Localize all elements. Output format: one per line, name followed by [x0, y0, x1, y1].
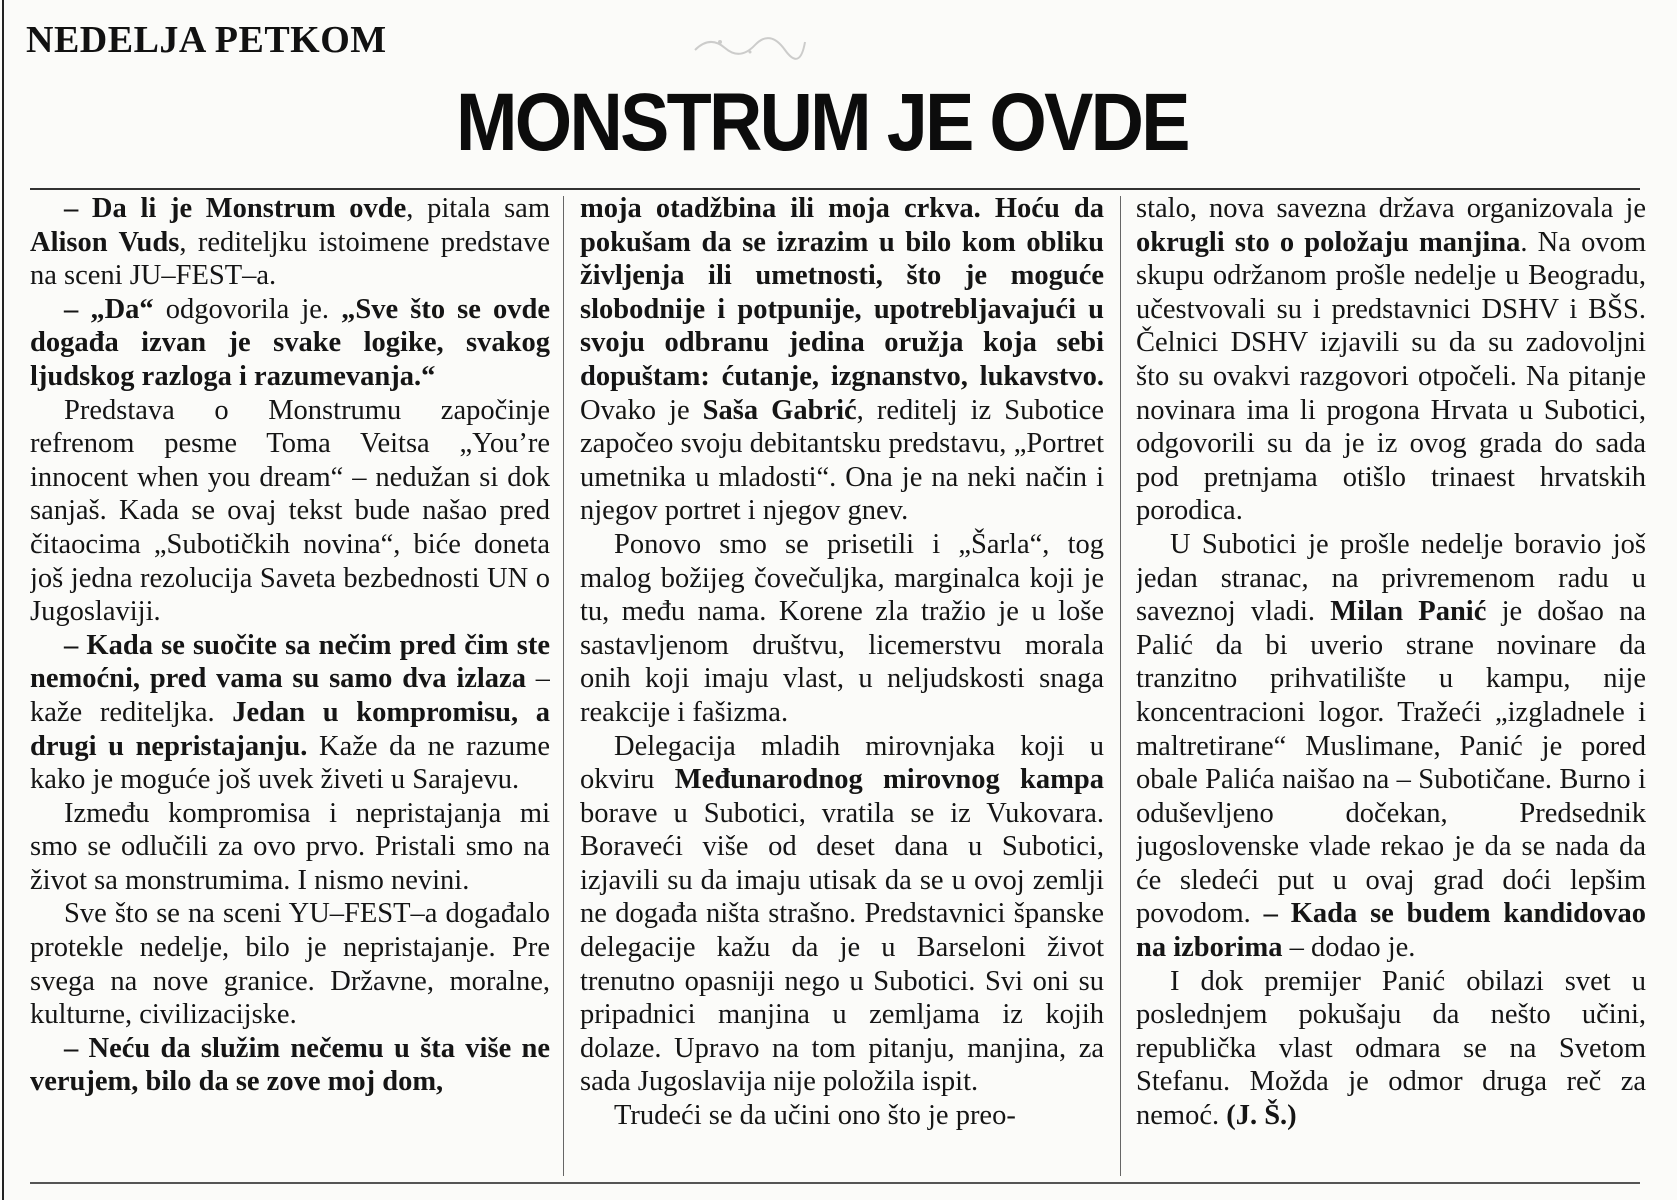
bold-text-run: Međunarodnog mirovnog kampa	[674, 764, 1104, 796]
bold-text-run: – Da li je Monstrum ovde	[64, 193, 407, 224]
text-run: Delegacija mladih mirovnjaka koji u okviru	[580, 730, 1104, 796]
article-paragraph	[580, 1099, 1104, 1133]
text-run: , reditelj iz Subotice započeo svoju debitantsku predstavu, „Portret umetnika u mladosti“. Ona je na neki način i njegov portret i njegov gnev.	[580, 394, 1104, 527]
text-run: Predstava o Monstrumu započinje refrenom pesme Toma Veitsa „You’re innocent when you dream“ – nedužan si dok sanjaš. Kada se ovaj tekst bude našao pred čitaocima „Subotičkih novina“, biće doneta još jedna rezolucija Saveta bezbednosti UN o Jugoslaviji.	[30, 394, 550, 628]
text-run: Kaže da ne razume kako je moguće još uvek živeti u Sarajevu.	[30, 730, 550, 796]
text-run: – kaže rediteljka.	[30, 663, 550, 728]
bold-text-run: – Kada se budem kandidovao na izborima	[1136, 898, 1646, 964]
text-run: Ponovo smo se prisetili i „Šarla“, tog malog božijeg čovečuljka, marginalca koji je tu, među nama. Korene zla tražio je u loše sastavljenom društvu, licemerstvu morala onih koji imaju vlast, u neljudskosti snaga reakcije i fašizma.	[580, 528, 1104, 728]
page-edge	[2, 0, 4, 1200]
text-run: Između kompromisa i nepristajanja mi smo se odlučili za ovo prvo. Pristali smo na život sa monstrumima. I nismo nevini.	[30, 797, 550, 896]
article-paragraph	[30, 1032, 550, 1099]
article-paragraph	[30, 192, 550, 293]
article-paragraph	[1136, 192, 1646, 528]
article-column	[580, 192, 1104, 1177]
article-paragraph	[580, 730, 1104, 1100]
column-divider	[1120, 196, 1121, 1176]
article-paragraph	[1136, 965, 1646, 1133]
article-paragraph	[30, 394, 550, 629]
bold-text-run: – „Da“	[64, 293, 154, 325]
article-paragraph	[580, 528, 1104, 730]
bottom-rule	[30, 1182, 1640, 1184]
bold-text-run: „Sve što se ovde događa izvan je svake logike, svakog ljudskog razloga i razumevanja.“	[30, 293, 550, 392]
text-run: borave u Subotici, vratila se iz Vukovara. Boraveći više od deset dana u Subotici, izjavili su da imaju utisak da se u ovoj zemlji ne događa ništa strašno. Predstavnici španske delegacije kažu da je u Barseloni život trenutno opasniji nego u Subotici. Svi oni su pripadnici manjina u zemljama iz kojih dolaze. Upravo na tom pitanju, manjina, za sada Jugoslavija nije položila ispit.	[580, 797, 1104, 1098]
column-divider	[563, 196, 564, 1176]
text-run: . Na ovom skupu održanom prošle nedelje u Beogradu, učestvovali su i predstavnici DSHV i BŠS. Čelnici DSHV izjavili su da su zadovoljni što su ovakvi razgovori otpočeli. Na pitanje novinara ima li progona Hrvata u Subotici, odgovorili su da je iz ovog grada do sada pod pretnjama otišlo trinaest hrvatskih porodica.	[1136, 226, 1646, 527]
bold-text-run: – Kada se suočite sa nečim pred čim ste nemoćni, pred vama su samo dva izlaza	[30, 629, 550, 695]
section-rubric: NEDELJA PETKOM	[26, 19, 387, 61]
bold-text-run: moja otadžbina ili moja crkva. Hoću da pokušam da se izrazim u bilo kom obliku življenja ili umetnosti, što je moguće slobodnije i potpunije, upotrebljavajući u svoju odbranu jedina oružja koja sebi dopuštam: ćutanje, izgnanstvo, lukavstvo.	[580, 193, 1104, 392]
bold-text-run: – Neću da služim nečemu u šta više ne verujem, bilo da se zove moj dom,	[30, 1032, 550, 1098]
bold-text-run: Alison Vuds	[30, 226, 180, 258]
bold-text-run: Jedan u kompromisu, a drugi u nepristajanju.	[30, 696, 550, 762]
article-headline: MONSTRUM JE OVDE	[456, 77, 1188, 168]
article-paragraph	[580, 192, 1104, 528]
text-run: – dodao je.	[1282, 932, 1416, 964]
text-run: Ovako je	[580, 394, 703, 426]
article-paragraph	[30, 629, 550, 797]
article-column	[30, 192, 550, 1177]
bold-text-run: Saša Gabrić	[702, 394, 857, 426]
text-run: I dok premijer Panić obilazi svet u poslednjem pokušaju da nešto učini, republička vlast odmara se na Svetom Stefanu. Možda je odmor druga reč za nemoć.	[1136, 965, 1646, 1132]
text-run: Sve što se na sceni YU–FEST–a događalo protekle nedelje, bilo je nepristajanje. Pre svega na nove granice. Državne, moralne, kulturne, civilizacijske.	[30, 898, 550, 1031]
article-column	[1136, 192, 1646, 1177]
bold-text-run: okrugli sto o položaju manjina	[1136, 226, 1521, 258]
article-paragraph	[30, 797, 550, 898]
bold-text-run: Milan Panić	[1330, 596, 1487, 628]
text-run: , pitala sam	[406, 193, 550, 224]
text-run: odgovorila je.	[153, 293, 342, 325]
article-paragraph	[1136, 528, 1646, 965]
top-rule	[30, 188, 1640, 190]
text-run: je došao na Palić da bi uverio strane novinare da tranzitno prihvatilište u kampu, nije koncentracioni logor. Tražeći „izgladnele i maltretirane“ Muslimane, Panić je pored obale Palića naišao na – Subotičane. Burno i oduševljeno dočekan, Predsednik jugoslovenske vlade rekao je da se nada da će sledeći put u ovaj grad doći lepšim povodom.	[1136, 596, 1646, 930]
article-paragraph	[30, 897, 550, 1031]
text-run: , rediteljku istoimene predstave na sceni JU–FEST–a.	[30, 226, 550, 292]
bold-text-run: (J. Š.)	[1226, 1100, 1297, 1132]
faint-stamp-mark	[690, 30, 810, 60]
text-run: Trudeći se da učini ono što je preo-	[614, 1100, 1016, 1132]
article-paragraph	[30, 293, 550, 394]
text-run: stalo, nova savezna država organizovala je	[1136, 193, 1646, 224]
text-run: U Subotici je prošle nedelje boravio još jedan stranac, na privremenom radu u saveznoj vladi.	[1136, 528, 1646, 628]
